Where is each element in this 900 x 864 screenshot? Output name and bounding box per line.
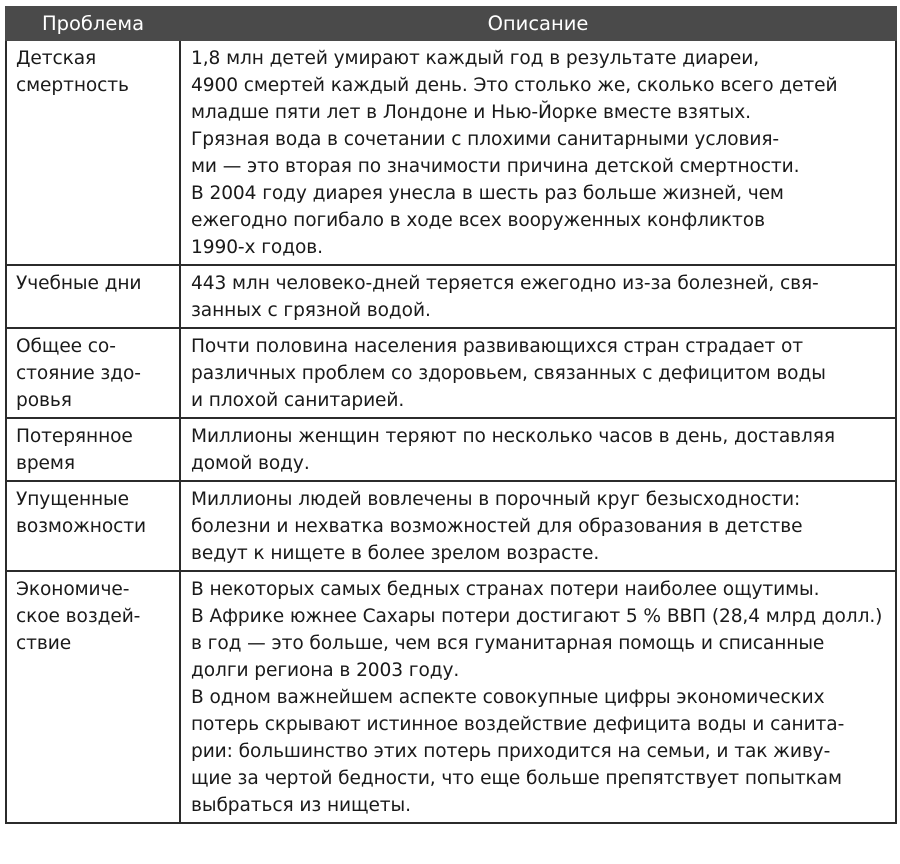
description-line: Грязная вода в сочетании с плохими санитарными условия- [191, 129, 780, 150]
problem-line: смертность [16, 75, 129, 96]
description-line: Миллионы женщин теряют по несколько часов в день, доставляя [191, 426, 835, 447]
description-line: 1990-х годов. [191, 237, 323, 258]
description-line: различных проблем со здоровьем, связанных с дефицитом воды [191, 363, 826, 384]
description-line: 1,8 млн детей умирают каждый год в результате диареи, [191, 48, 760, 69]
description-line: выбраться из нищеты. [191, 795, 411, 816]
description-line: болезни и нехватка возможностей для образования в детстве [191, 516, 803, 537]
description-line: потерь скрывают истинное воздействие дефицита воды и санита- [191, 714, 845, 735]
problem-line: Экономиче- [16, 579, 130, 600]
description-cell [180, 571, 896, 823]
description-line: В Африке южнее Сахары потери достигают 5 % ВВП (28,4 млрд долл.) [191, 606, 883, 627]
description-line: 443 млн человеко-дней теряется ежегодно из-за болезней, свя- [191, 273, 819, 294]
problem-line: стояние здо- [16, 363, 141, 384]
description-line: В некоторых самых бедных странах потери наиболее ощутимы. [191, 579, 820, 600]
problem-cell [6, 40, 180, 265]
table-row [6, 418, 896, 481]
description-line: ми — это вторая по значимости причина детской смертности. [191, 156, 800, 177]
description-line: рии: большинство этих потерь приходится на семьи, и так живу- [191, 741, 831, 762]
description-line: ежегодно погибало в ходе всех вооруженных конфликтов [191, 210, 765, 231]
description-line: ведут к нищете в более зрелом возрасте. [191, 543, 600, 564]
problem-cell [6, 418, 180, 481]
header-problem: Проблема [6, 7, 180, 40]
description-line: В 2004 году диарея унесла в шесть раз больше жизней, чем [191, 183, 784, 204]
description-cell [180, 481, 896, 571]
header-row [6, 7, 896, 40]
description-line: в год — это больше, чем вся гуманитарная помощь и списанные [191, 633, 825, 654]
description-line: Почти половина населения развивающихся стран страдает от [191, 336, 803, 357]
description-line: В одном важнейшем аспекте совокупные цифры экономических [191, 687, 825, 708]
problem-cell [6, 328, 180, 418]
description-cell [180, 265, 896, 328]
description-line: 4900 смертей каждый день. Это столько же, сколько всего детей [191, 75, 838, 96]
problem-line: Учебные дни [16, 273, 142, 294]
description-line: долги региона в 2003 году. [191, 660, 460, 681]
problem-line: Общее со- [16, 336, 116, 357]
description-cell [180, 40, 896, 265]
problems-table-container [5, 6, 895, 824]
table-row [6, 265, 896, 328]
problem-line: Упущенные [16, 489, 129, 510]
table-row [6, 328, 896, 418]
header-description: Описание [180, 7, 896, 40]
description-line: Миллионы людей вовлечены в порочный круг безысходности: [191, 489, 801, 510]
description-line: щие за чертой бедности, что еще больше препятствует попыткам [191, 768, 842, 789]
table-header [6, 7, 896, 40]
problem-cell [6, 265, 180, 328]
description-cell [180, 328, 896, 418]
table-row [6, 40, 896, 265]
table-row [6, 571, 896, 823]
problem-cell [6, 571, 180, 823]
problem-line: Детская [16, 48, 97, 69]
description-cell [180, 418, 896, 481]
problem-line: возможности [16, 516, 146, 537]
problem-line: ское воздей- [16, 606, 141, 627]
description-line: занных с грязной водой. [191, 300, 431, 321]
description-line: младше пяти лет в Лондоне и Нью-Йорке вместе взятых. [191, 102, 751, 123]
problem-line: время [16, 453, 75, 474]
problem-line: Потерянное [16, 426, 133, 447]
problem-cell [6, 481, 180, 571]
description-line: и плохой санитарией. [191, 390, 405, 411]
table-row [6, 481, 896, 571]
problem-line: ствие [16, 633, 72, 654]
problem-line: ровья [16, 390, 72, 411]
problems-table [5, 6, 897, 824]
description-line: домой воду. [191, 453, 310, 474]
